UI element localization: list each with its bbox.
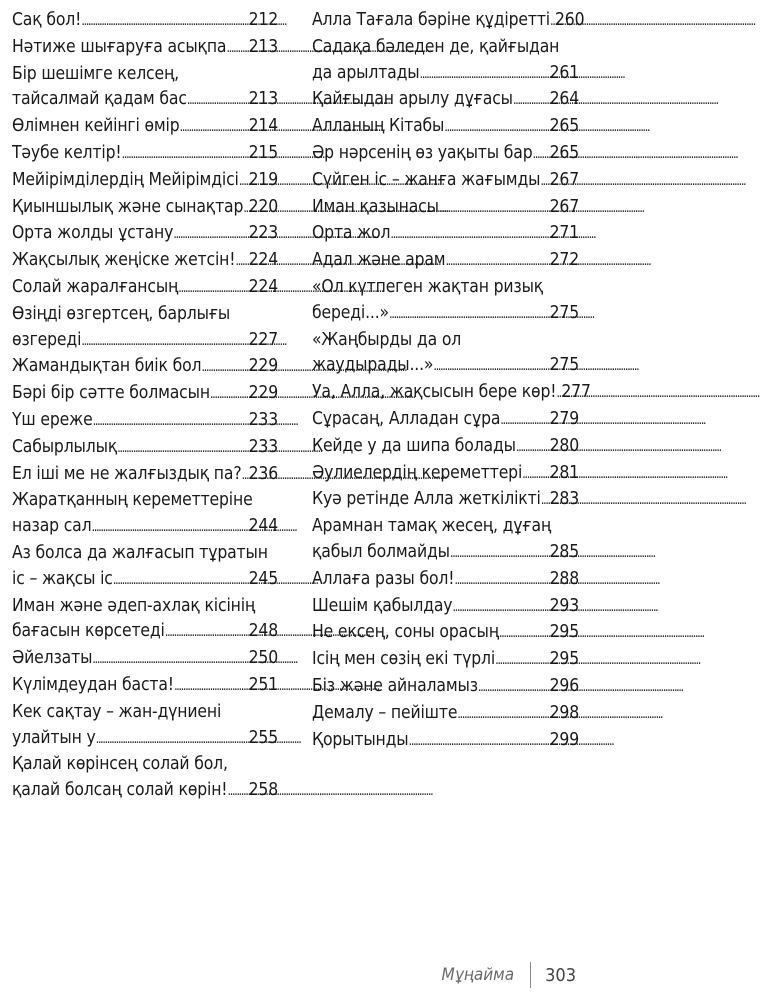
- toc-entry-title-line: Өзіңді өзгертсең, барлығы: [12, 303, 231, 324]
- toc-entry-title: Сабырлылық: [12, 436, 118, 457]
- toc-entry: [312, 380, 591, 407]
- toc-entry-last-line: [12, 328, 278, 355]
- toc-entry-last-line: [12, 619, 278, 646]
- toc-entry-title: Адал және арам: [312, 250, 446, 271]
- toc-page-number: 233: [248, 436, 278, 457]
- dot-leader: [96, 726, 248, 753]
- toc-entry-title: Әйелзаты: [12, 648, 93, 669]
- toc-entry-title-line: Жаратқанның кереметтеріне: [12, 490, 253, 511]
- toc-page-number: 261: [549, 62, 579, 83]
- dot-leader: [187, 87, 248, 114]
- toc-page-number: 260: [554, 10, 585, 30]
- toc-page-number: 224: [248, 276, 278, 297]
- toc-page-number: 255: [248, 727, 278, 748]
- toc-page-number: 288: [549, 568, 579, 589]
- toc-entry-last-line: [12, 275, 278, 302]
- toc-entry-title: Орта жол: [312, 223, 391, 244]
- dot-leader: [178, 275, 247, 302]
- toc-entry-title: Күлімдеудан баста!: [12, 674, 174, 695]
- dot-leader: [513, 87, 549, 114]
- toc-entry-last-line: [12, 168, 278, 195]
- toc-entry-title-line: Садақа бәледен де, қайғыдан: [312, 36, 560, 57]
- toc-entry-last-line: [12, 514, 278, 541]
- dot-leader: [457, 701, 548, 728]
- toc-entry-title-line: Бір шешімге келсең,: [12, 63, 179, 84]
- toc-entry-last-line: [312, 728, 579, 755]
- dot-leader: [113, 567, 248, 594]
- dot-leader: [409, 728, 549, 755]
- toc-entry: [312, 461, 579, 488]
- toc-entry-title: Мейірімділердің Мейірімдісі: [12, 169, 239, 190]
- toc-entry-title: Сұрасаң, Алладан сұра: [312, 408, 501, 429]
- toc-page-number: 267: [549, 169, 579, 190]
- toc-entry-last-line: [312, 221, 579, 248]
- toc-entry: [12, 248, 278, 275]
- toc-page-number: 271: [549, 223, 579, 244]
- dot-leader: [239, 168, 248, 195]
- toc-entry: [12, 62, 278, 115]
- toc-entry-title: Сақ бол!: [12, 10, 82, 30]
- toc-page-number: 244: [248, 516, 278, 537]
- toc-page-number: 215: [248, 142, 278, 163]
- toc-page-number: 224: [248, 250, 278, 271]
- toc-entry: [312, 701, 579, 728]
- toc-entry-title: Біз және айналамыз: [312, 675, 478, 696]
- toc-entry-last-line: [312, 168, 579, 195]
- toc-entry-last-line: [312, 567, 579, 594]
- toc-entry-title: Не ексең, соны орасың: [312, 622, 499, 643]
- toc-entry-last-line: [312, 487, 579, 514]
- toc-page-number: 220: [248, 196, 278, 217]
- toc-page-number: 279: [549, 408, 579, 429]
- toc-entry-title: Бәрі бір сәтте болмасын: [12, 383, 210, 404]
- dot-leader: [500, 407, 548, 434]
- dot-leader: [478, 674, 549, 701]
- toc-entry-last-line: [312, 620, 579, 647]
- toc-entry-title: іс – жақсы іс: [12, 568, 113, 589]
- toc-entry-title: Әр нәрсенің өз уақыты бар: [312, 142, 533, 163]
- toc-entry-last-line: [12, 195, 278, 222]
- toc-entry: [312, 728, 579, 755]
- toc-entry-title: Сүйген іс – жанға жағымды: [312, 169, 541, 190]
- toc-entry-last-line: [312, 195, 579, 222]
- toc-entry: [312, 195, 579, 222]
- toc-page-number: 267: [549, 196, 579, 217]
- dot-leader: [81, 328, 247, 355]
- toc-entry-title: Өлімнен кейінгі өмір: [12, 116, 180, 137]
- toc-page-number: 233: [248, 409, 278, 430]
- toc-page-number: 296: [549, 675, 579, 696]
- toc-entry: [12, 435, 278, 462]
- toc-entry-title: да арылтады: [312, 62, 420, 83]
- toc-entry-last-line: [12, 435, 278, 462]
- toc-entry-last-line: [312, 114, 579, 141]
- toc-entry-title: Солай жаралғансың: [12, 276, 179, 297]
- toc-entry-last-line: [12, 248, 278, 275]
- toc-entry-last-line: [312, 353, 579, 380]
- toc-entry-last-line: [12, 726, 278, 753]
- toc-entry-last-line: [12, 567, 278, 594]
- toc-entry-title-line: Арамнан тамақ жесең, дұғаң: [312, 516, 552, 537]
- toc-entry-title: Ісің мен сөзің екі түрлі: [312, 649, 496, 670]
- toc-entry-last-line: [12, 141, 278, 168]
- dot-leader: [165, 619, 248, 646]
- toc-entry-title: жаудырады...»: [312, 355, 434, 376]
- toc-entry-title: береді...»: [312, 302, 389, 323]
- dot-leader: [81, 8, 247, 35]
- toc-entry-last-line: [12, 462, 278, 489]
- toc-entry-last-line: [312, 594, 579, 621]
- dot-leader: [91, 514, 247, 541]
- toc-entry: [12, 752, 278, 805]
- toc-entry-last-line: [312, 87, 579, 114]
- toc-entry: [12, 700, 278, 753]
- toc-entry-last-line: [312, 434, 579, 461]
- toc-entry-title: Тәубе келтір!: [12, 142, 122, 163]
- toc-entry-last-line: [312, 380, 591, 407]
- toc-page-number: 251: [248, 674, 278, 695]
- dot-leader: [499, 620, 549, 647]
- toc-entry-last-line: [12, 354, 278, 381]
- dot-leader: [180, 114, 248, 141]
- dot-leader: [210, 381, 248, 408]
- toc-entry: [12, 195, 278, 222]
- toc-entry-last-line: [12, 646, 278, 673]
- toc-page-number: 295: [549, 622, 579, 643]
- dot-leader: [540, 168, 548, 195]
- toc-page-number: 265: [549, 142, 579, 163]
- toc-entry-title-line: Кек сақтау – жан-дүниені: [12, 701, 222, 722]
- toc-page-number: 214: [248, 116, 278, 137]
- toc-entry: [312, 407, 579, 434]
- page-number: 303: [545, 964, 576, 986]
- toc-entry: [312, 35, 579, 88]
- dot-leader: [433, 353, 548, 380]
- dot-leader: [93, 408, 248, 435]
- toc-entry-title: Уа, Алла, жақсысын бере көр!: [312, 382, 557, 403]
- toc-entry: [12, 541, 278, 594]
- toc-page-number: 229: [248, 356, 278, 377]
- toc-entry-last-line: [312, 141, 579, 168]
- toc-entry: [12, 673, 278, 700]
- toc-entry: [12, 302, 278, 355]
- dot-leader: [235, 248, 247, 275]
- toc-page-number: 236: [248, 463, 278, 484]
- toc-entry-title: Шешім қабылдау: [312, 595, 453, 616]
- dot-leader: [389, 301, 549, 328]
- toc-entry-title-line: Аз болса да жалғасып тұратын: [12, 542, 268, 563]
- toc-entry-last-line: [312, 540, 579, 567]
- toc-page-number: 295: [549, 649, 579, 670]
- toc-entry-title-line: «Жаңбырды да ол: [312, 329, 462, 350]
- toc-entry: [312, 248, 579, 275]
- toc-page-number: 272: [549, 250, 579, 271]
- toc-entry-last-line: [12, 778, 278, 805]
- toc-entry: [12, 381, 278, 408]
- running-title: Мұңайма: [441, 965, 515, 985]
- toc-page-number: 213: [248, 89, 278, 110]
- toc-entry: [312, 514, 579, 567]
- toc-entry-last-line: [312, 248, 579, 275]
- toc-entry: [12, 408, 278, 435]
- dot-leader: [522, 461, 548, 488]
- toc-entry: [12, 35, 278, 62]
- toc-page-number: 258: [248, 780, 278, 801]
- toc-entry: [312, 87, 579, 114]
- toc-entry: [312, 221, 579, 248]
- toc-entry-title: Кейде у да шипа болады: [312, 435, 516, 456]
- toc-page-number: 299: [549, 729, 579, 750]
- toc-entry: [12, 8, 278, 35]
- toc-entry: [312, 8, 585, 35]
- toc-entry: [12, 354, 278, 381]
- page-footer: [442, 962, 576, 988]
- toc-entry: [312, 168, 579, 195]
- toc-column-right: [312, 8, 591, 754]
- toc-entry-last-line: [12, 221, 278, 248]
- toc-page-number: 265: [549, 116, 579, 137]
- toc-page-number: 213: [248, 36, 278, 57]
- toc-entry-title: Ел іші ме не жалғыздық па?: [12, 463, 242, 484]
- toc-entry: [12, 275, 278, 302]
- toc-page-number: 285: [549, 541, 579, 562]
- toc-entry: [12, 488, 278, 541]
- toc-entry-title: Алланың Кітабы: [312, 116, 445, 137]
- footer-divider: [530, 962, 531, 988]
- toc-entry-title: бағасын көрсетеді: [12, 621, 165, 642]
- toc-page-number: 277: [561, 382, 591, 403]
- toc-entry-title: Аллаға разы бол!: [312, 568, 455, 589]
- toc-entry: [312, 674, 579, 701]
- toc-entry: [312, 567, 579, 594]
- toc-entry-title: назар сал: [12, 516, 92, 537]
- toc-page-number: 283: [549, 489, 579, 510]
- toc-entry-title: Қайғыдан арылу дұғасы: [312, 89, 513, 110]
- toc-entry-last-line: [312, 461, 579, 488]
- toc-page-number: 293: [549, 595, 579, 616]
- toc-entry-last-line: [312, 674, 579, 701]
- toc-entry-title: қалай болсаң солай көрін!: [12, 780, 228, 801]
- toc-entry: [312, 594, 579, 621]
- toc-page-number: 248: [248, 621, 278, 642]
- dot-leader: [445, 248, 548, 275]
- dot-leader: [533, 141, 549, 168]
- toc-entry: [312, 487, 579, 514]
- toc-page-number: 223: [248, 223, 278, 244]
- dot-leader: [444, 114, 548, 141]
- dot-leader: [226, 35, 247, 62]
- toc-entry: [12, 462, 278, 489]
- toc-entry-last-line: [12, 114, 278, 141]
- dot-leader: [450, 540, 549, 567]
- toc-entry-title: қабыл болмайды: [312, 541, 450, 562]
- toc-entry: [312, 328, 579, 381]
- toc-entry-last-line: [12, 381, 278, 408]
- toc-entry-last-line: [12, 408, 278, 435]
- toc-page-number: 212: [248, 10, 278, 30]
- toc-entry-last-line: [12, 87, 278, 114]
- dot-leader: [390, 221, 548, 248]
- toc-entry-last-line: [12, 35, 278, 62]
- toc-page-number: 275: [549, 302, 579, 323]
- dot-leader: [173, 221, 247, 248]
- toc-entry: [312, 275, 579, 328]
- toc-entry: [12, 141, 278, 168]
- toc-page-number: 281: [549, 462, 579, 483]
- toc-entry-title: Куә ретінде Алла жеткілікті: [312, 489, 541, 510]
- toc-entry-last-line: [312, 701, 579, 728]
- dot-leader: [174, 673, 248, 700]
- dot-leader: [121, 141, 247, 168]
- toc-entry-title: Иман қазынасы: [312, 196, 439, 217]
- dot-leader: [541, 487, 549, 514]
- dot-leader: [516, 434, 549, 461]
- toc-entry-title-line: «Ол күтпеген жақтан ризық: [312, 276, 544, 297]
- toc-entry-title: Әулиелердің кереметтері: [312, 462, 523, 483]
- toc-entry-last-line: [312, 301, 579, 328]
- toc-entry-title-line: Иман және әдеп-ахлақ кісінің: [12, 595, 256, 616]
- toc-page-number: 219: [248, 169, 278, 190]
- toc-entry-title: улайтын у: [12, 727, 96, 748]
- toc-entry: [12, 594, 278, 647]
- toc-entry: [312, 434, 579, 461]
- toc-page-number: 298: [549, 702, 579, 723]
- toc-column-left: [12, 8, 278, 805]
- toc-entry-title: өзгереді: [12, 329, 82, 350]
- toc-entry-title: Нәтиже шығаруға асықпа: [12, 36, 227, 57]
- toc-entry-title: Алла Тағала бәріне құдіретті: [312, 10, 550, 30]
- toc-page-number: 264: [549, 89, 579, 110]
- toc-entry-last-line: [312, 8, 585, 35]
- toc-entry-title: Демалу – пейіште: [312, 702, 458, 723]
- toc-entry-title: Орта жолды ұстану: [12, 223, 174, 244]
- toc-entry-last-line: [12, 8, 278, 35]
- toc-page-number: 245: [248, 568, 278, 589]
- toc-entry: [12, 168, 278, 195]
- toc-entry-title: Үш ереже: [12, 409, 93, 430]
- toc-entry-last-line: [312, 647, 579, 674]
- toc-entry: [12, 646, 278, 673]
- toc-entry: [12, 221, 278, 248]
- toc-entry: [312, 620, 579, 647]
- toc-page-number: 229: [248, 383, 278, 404]
- toc-entry-title: тайсалмай қадам бас: [12, 89, 187, 110]
- toc-entry-title: Жақсылық жеңіске жетсін!: [12, 250, 236, 271]
- dot-leader: [201, 354, 247, 381]
- toc-page-number: 275: [549, 355, 579, 376]
- dot-leader: [452, 594, 548, 621]
- toc-entry-title-line: Қалай көрінсең солай бол,: [12, 754, 228, 775]
- toc-entry: [312, 647, 579, 674]
- toc-entry-title: Қорытынды: [312, 729, 409, 750]
- dot-leader: [117, 435, 247, 462]
- toc-entry-title: Қиыншылық және сынақтар: [12, 196, 244, 217]
- toc-page-number: 280: [549, 435, 579, 456]
- toc-entry: [312, 141, 579, 168]
- toc-entry-last-line: [312, 407, 579, 434]
- toc-entry-last-line: [312, 61, 579, 88]
- dot-leader: [227, 778, 247, 805]
- dot-leader: [454, 567, 548, 594]
- toc-entry: [312, 114, 579, 141]
- toc-entry-last-line: [12, 673, 278, 700]
- toc-page-number: 250: [248, 648, 278, 669]
- toc-page-number: 227: [248, 329, 278, 350]
- dot-leader: [439, 195, 549, 222]
- dot-leader: [92, 646, 247, 673]
- dot-leader: [419, 61, 548, 88]
- dot-leader: [495, 647, 549, 674]
- toc-entry: [12, 114, 278, 141]
- toc-entry-title: Жамандықтан биік бол: [12, 356, 202, 377]
